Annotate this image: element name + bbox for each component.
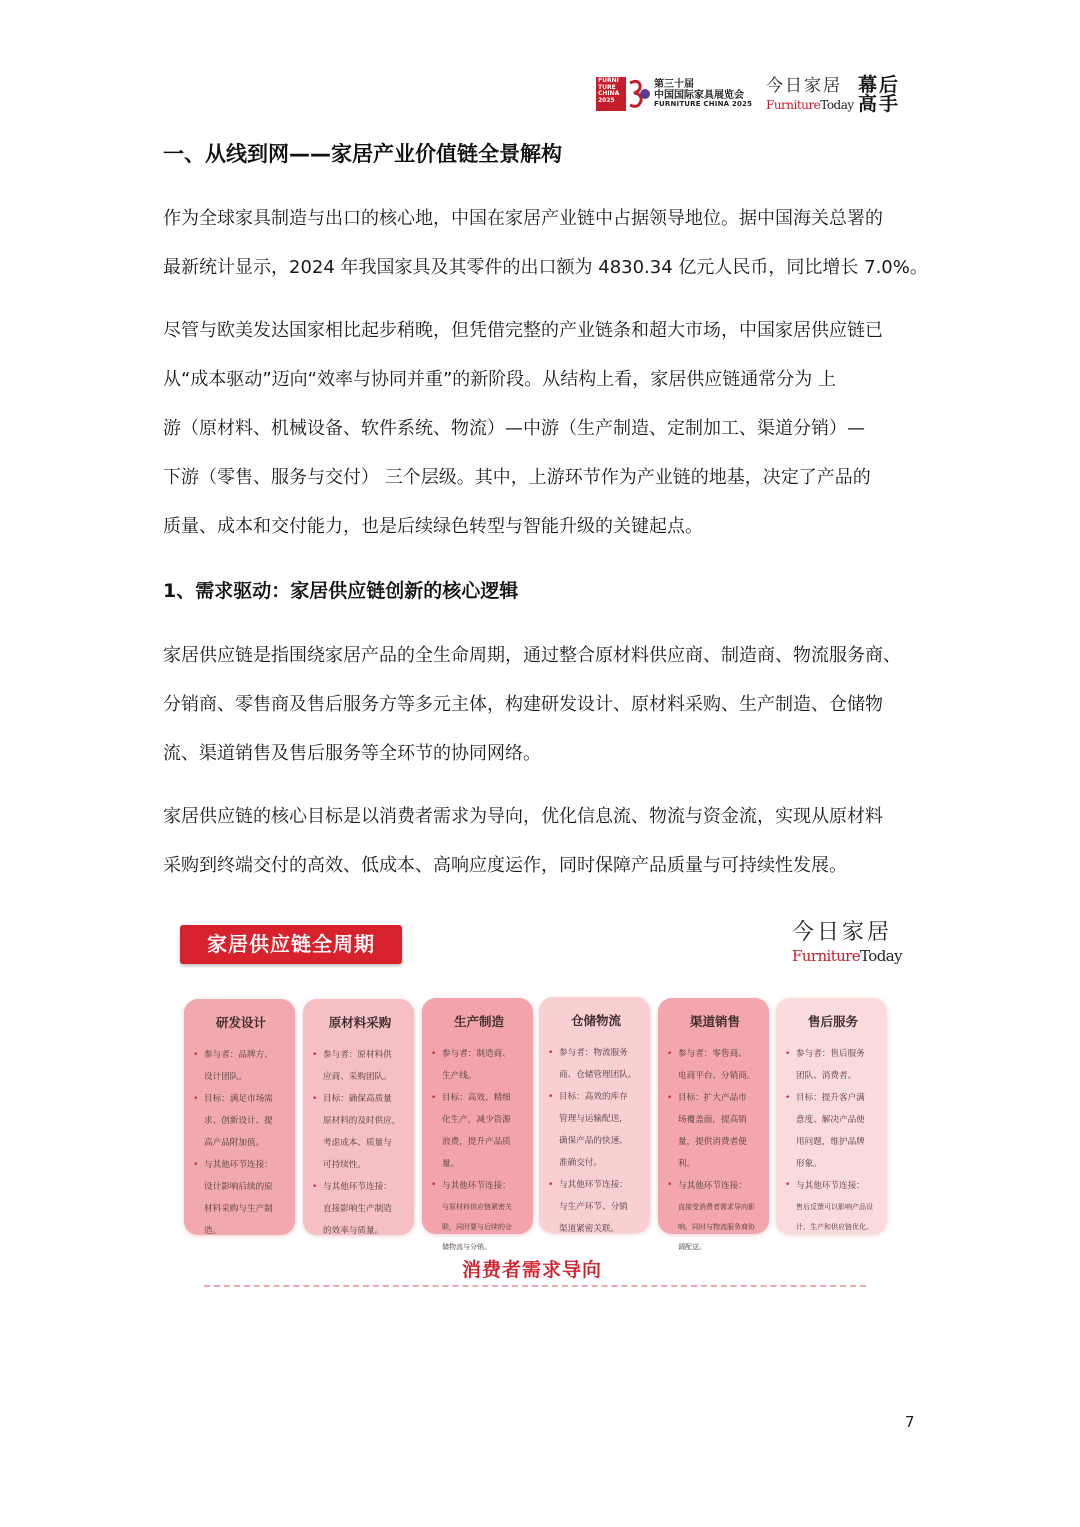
dashed-divider	[204, 1285, 866, 1287]
bullet-line: • 参与者：品牌方、	[204, 1050, 273, 1060]
stage-bullet	[667, 1043, 763, 1087]
bullet-line: 利。	[678, 1159, 696, 1169]
bullet-line: • 目标：扩大产品市	[678, 1093, 747, 1103]
stage-bullet	[431, 1043, 527, 1087]
bullet-line: 直接影响生产制造	[323, 1204, 392, 1214]
paragraph-line: 采购到终端交付的高效、低成本、高响应度运作，同时保障产品质量与可持续性发展。	[163, 855, 847, 876]
expo-name: 中国国际家具展览会	[654, 90, 744, 102]
paragraph-1	[163, 194, 928, 292]
bullet-line: • 与其他环节连接：	[323, 1182, 392, 1192]
bullet-line: 设计团队。	[204, 1072, 247, 1082]
bullet-line: • 目标：满足市场需	[204, 1094, 273, 1104]
bullet-line: 储物流与分销。	[442, 1243, 491, 1251]
bullet-line: 设计影响后续的原	[204, 1182, 273, 1192]
muhou-gaoshou-logo	[858, 76, 906, 114]
bullet-line: 联，同时要与后续的仓	[442, 1223, 512, 1231]
badge-line: CHINA	[598, 90, 620, 97]
muhou-line2: 高手	[858, 93, 901, 115]
stage-card-logistics	[539, 997, 650, 1233]
bullet-line: 生产线。	[442, 1071, 477, 1081]
stage-bullet	[667, 1087, 763, 1175]
bullet-line: • 目标：确保高质量	[323, 1094, 392, 1104]
expo-edition: 第三十届	[654, 79, 694, 91]
bullet-line: • 与其他环节连接：	[204, 1160, 273, 1170]
badge-line: FURNI	[598, 77, 619, 84]
bullet-line: 高产品附加值。	[204, 1138, 265, 1148]
paragraph-line: 游（原材料、机械设备、软件系统、物流）—中游（生产制造、定制加工、渠道分销）—	[163, 418, 865, 439]
stage-bullet	[193, 1088, 289, 1154]
bullet-line: • 与其他环节连接：	[559, 1180, 628, 1190]
bullet-line: 用问题，维护品牌	[796, 1137, 865, 1147]
bullet-line: 商、仓储管理团队。	[559, 1070, 637, 1080]
consumer-demand-label: 消费者需求导向	[462, 1259, 603, 1281]
bullet-line: • 与其他环节连接：	[678, 1181, 747, 1191]
bullet-line: 渠道紧密关联。	[559, 1224, 620, 1234]
stage-bullet	[785, 1175, 881, 1237]
stage-bullet	[667, 1175, 763, 1257]
bullet-line: • 参与者：零售商、	[678, 1049, 747, 1059]
section-title: 一、从线到网——家居产业价值链全景解构	[163, 142, 562, 166]
stage-bullet	[193, 1044, 289, 1088]
stage-bullet	[312, 1088, 408, 1176]
paragraph-line: 流、渠道销售及售后服务等全环节的协同网络。	[163, 743, 541, 764]
furniture-china-badge	[596, 77, 626, 111]
paragraph-4	[163, 792, 923, 890]
stage-title: 生产制造	[453, 1014, 504, 1029]
bullet-line: • 参与者：物流服务	[559, 1048, 628, 1058]
thirty-emblem-icon	[628, 79, 650, 109]
page-number: 7	[905, 1413, 915, 1431]
bullet-line: 应商、采购团队。	[323, 1072, 392, 1082]
bullet-line: 求、创新设计、提	[204, 1116, 273, 1126]
bullet-line: 管理与运输配送，	[559, 1114, 628, 1124]
paragraph-line: 从“成本驱动”迈向“效率与协同并重”的新阶段。从结构上看，家居供应链通常分为 上	[163, 369, 837, 390]
infographic-brand-en	[792, 949, 902, 964]
badge-line: 2025	[598, 96, 615, 104]
bullet-line: 响，同时与物流服务商协	[678, 1223, 755, 1231]
paragraph-line: 质量、成本和交付能力，也是后续绿色转型与智能升级的关键起点。	[163, 516, 703, 537]
bullet-line: • 与其他环节连接：	[796, 1181, 865, 1191]
stage-bullet	[193, 1154, 289, 1242]
stage-bullet	[431, 1175, 527, 1257]
stage-bullet	[312, 1176, 408, 1242]
bullet-line: 场覆盖面，提高销	[678, 1115, 747, 1125]
stage-title: 售后服务	[807, 1014, 858, 1029]
bullet-line: • 参与者：售后服务	[796, 1049, 865, 1059]
bullet-line: 可持续性。	[323, 1160, 366, 1170]
bullet-line: • 参与者：原材料供	[323, 1050, 392, 1060]
stage-title: 研发设计	[215, 1015, 266, 1030]
infographic-brand-en-b: Today	[860, 947, 902, 965]
bullet-line: 造。	[204, 1226, 222, 1236]
paragraph-line: 家居供应链是指围绕家居产品的全生命周期，通过整合原材料供应商、制造商、物流服务商、	[163, 645, 901, 666]
paragraph-line: 最新统计显示，2024 年我国家具及其零件的出口额为 4830.34 亿元人民币，同比增长 7.0%。	[163, 257, 928, 278]
infographic-brand-cn: 今日家居	[792, 920, 893, 945]
bullet-line: • 与其他环节连接：	[442, 1181, 511, 1191]
muhou-line1: 幕后	[858, 74, 901, 96]
furniture-china-logo	[596, 74, 752, 114]
stage-bullet	[548, 1086, 644, 1174]
bullet-line: 化生产，减少资源	[442, 1115, 511, 1125]
stage-title: 仓储物流	[570, 1013, 621, 1028]
bullet-line: 调配送。	[678, 1243, 706, 1251]
paragraph-2	[163, 306, 923, 551]
stage-bullet	[312, 1044, 408, 1088]
furniture-today-en-a: Furniture	[766, 98, 821, 112]
paragraph-line: 作为全球家具制造与出口的核心地，中国在家居产业链中占据领导地位。据中国海关总署的	[163, 208, 883, 229]
paragraph-line: 分销商、零售商及售后服务方等多元主体，构建研发设计、原材料采购、生产制造、仓储物	[163, 694, 883, 715]
subsection-title: 1、需求驱动：家居供应链创新的核心逻辑	[163, 580, 519, 602]
bullet-line: 直接受消费者需求导向影	[678, 1203, 755, 1211]
bullet-line: 材料采购与生产制	[204, 1204, 273, 1214]
furniture-today-logo	[766, 78, 854, 111]
bullet-line: 与生产环节、分销	[559, 1202, 628, 1212]
furniture-today-en	[766, 99, 854, 111]
bullet-line: 团队、消费者。	[796, 1071, 857, 1081]
paragraph-line: 尽管与欧美发达国家相比起步稍晚，但凭借完整的产业链条和超大市场，中国家居供应链已	[163, 320, 883, 341]
bullet-line: 浪费，提升产品质	[442, 1137, 511, 1147]
furniture-today-en-b: Today	[820, 98, 854, 112]
bullet-line: 形象。	[796, 1159, 822, 1169]
stage-bullet	[431, 1087, 527, 1175]
bullet-line: 考虑成本、质量与	[323, 1138, 392, 1148]
paragraph-line: 家居供应链的核心目标是以消费者需求为导向，优化信息流、物流与资金流，实现从原材料	[163, 806, 883, 827]
stage-bullet	[548, 1042, 644, 1086]
paragraph-line: 下游（零售、服务与交付） 三个层级。其中，上游环节作为产业链的地基，决定了产品的	[163, 467, 871, 488]
bullet-line: 与原材料供应链紧密关	[442, 1203, 512, 1211]
badge-line: TURE	[598, 83, 616, 91]
stage-card-after-sales	[776, 998, 887, 1234]
stage-bullet	[548, 1174, 644, 1240]
stage-card-rnd	[184, 999, 295, 1235]
supply-chain-infographic	[176, 914, 904, 1294]
bullet-line: • 目标：提升客户满	[796, 1093, 865, 1103]
stage-title: 原材料采购	[328, 1015, 392, 1030]
infographic-brand-en-a: Furniture	[792, 947, 861, 965]
bullet-line: 量。	[442, 1159, 460, 1169]
bullet-line: 意度、解决产品使	[796, 1115, 865, 1125]
bullet-line: 确保产品的快速、	[559, 1136, 628, 1146]
stage-card-procurement	[303, 999, 414, 1235]
bullet-line: 的效率与质量。	[323, 1226, 384, 1236]
infographic-brand-logo	[792, 922, 902, 964]
bullet-line: 计、生产和供应链优化。	[796, 1223, 873, 1231]
stage-title: 渠道销售	[689, 1014, 740, 1029]
bullet-line: • 参与者：制造商、	[442, 1049, 511, 1059]
bullet-line: • 目标：高效、精细	[442, 1093, 511, 1103]
stage-card-sales	[658, 998, 769, 1251]
paragraph-3	[163, 631, 923, 778]
bullet-line: 电商平台、分销商。	[678, 1071, 756, 1081]
bullet-line: 原材料的及时供应，	[323, 1116, 401, 1126]
stage-card-manufacturing	[422, 998, 533, 1251]
stage-bullet	[785, 1043, 881, 1087]
bullet-line: 售后反馈可以影响产品设	[796, 1203, 873, 1211]
bullet-line: 准确交付。	[559, 1158, 602, 1168]
furniture-today-cn: 今日家居	[766, 76, 842, 96]
infographic-title: 家居供应链全周期	[180, 925, 402, 964]
expo-name-en: FURNITURE CHINA 2025	[654, 100, 753, 109]
bullet-line: • 目标：高效的库存	[559, 1092, 628, 1102]
stage-bullet	[785, 1087, 881, 1175]
bullet-line: 量，提供消费者便	[678, 1137, 747, 1147]
